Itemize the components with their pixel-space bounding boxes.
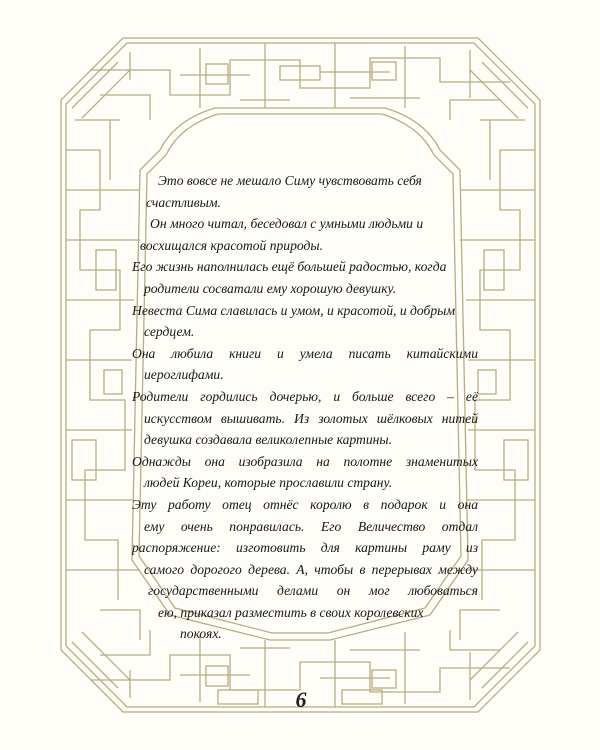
- text-line: девушка создавала великолепные картины.: [144, 432, 392, 448]
- page-number: 6: [295, 687, 307, 712]
- text-line: иероглифами.: [144, 367, 224, 383]
- text-line: Эту работу отец отнёс королю в подарок и она: [132, 496, 478, 512]
- text-line: ею, приказал разместить в своих королевских: [158, 604, 424, 620]
- text-line: искусством вышивать. Из золотых шёлковых нитей: [144, 410, 478, 426]
- text-block: [132, 170, 478, 645]
- text-line: Его жизнь наполнилась ещё большей радостью, когда: [132, 259, 447, 275]
- text-line: распоряжение: изготовить для картины раму из: [132, 540, 478, 556]
- text-line: счастливым.: [146, 194, 221, 210]
- text-line: Он много читал, беседовал с умными людьми и: [150, 216, 424, 232]
- text-line: сердцем.: [144, 324, 195, 340]
- text-line: ему очень понравилась. Его Величество отдал: [144, 518, 478, 534]
- text-line: восхищался красотой природы.: [140, 237, 323, 253]
- text-line: родители сосватали ему хорошую девушку.: [144, 280, 397, 296]
- text-line: людей Кореи, которые прославили страну.: [144, 475, 393, 491]
- text-line: покоях.: [180, 626, 222, 642]
- text-line: Невеста Сима славилась и умом, и красотой, и добрым: [132, 302, 456, 318]
- text-line: Родители гордились дочерью, и больше всего – её: [132, 388, 478, 404]
- text-line: Она любила книги и умела писать китайскими: [132, 345, 478, 361]
- text-line: государственными делами он мог любоваться: [148, 583, 478, 599]
- text-line: Однажды она изобразила на полотне знаменитых: [132, 453, 478, 469]
- text-line: Это вовсе не мешало Симу чувствовать себя: [158, 173, 422, 188]
- text-line: самого дорогого дерева. А, чтобы в перерывах между: [144, 561, 478, 577]
